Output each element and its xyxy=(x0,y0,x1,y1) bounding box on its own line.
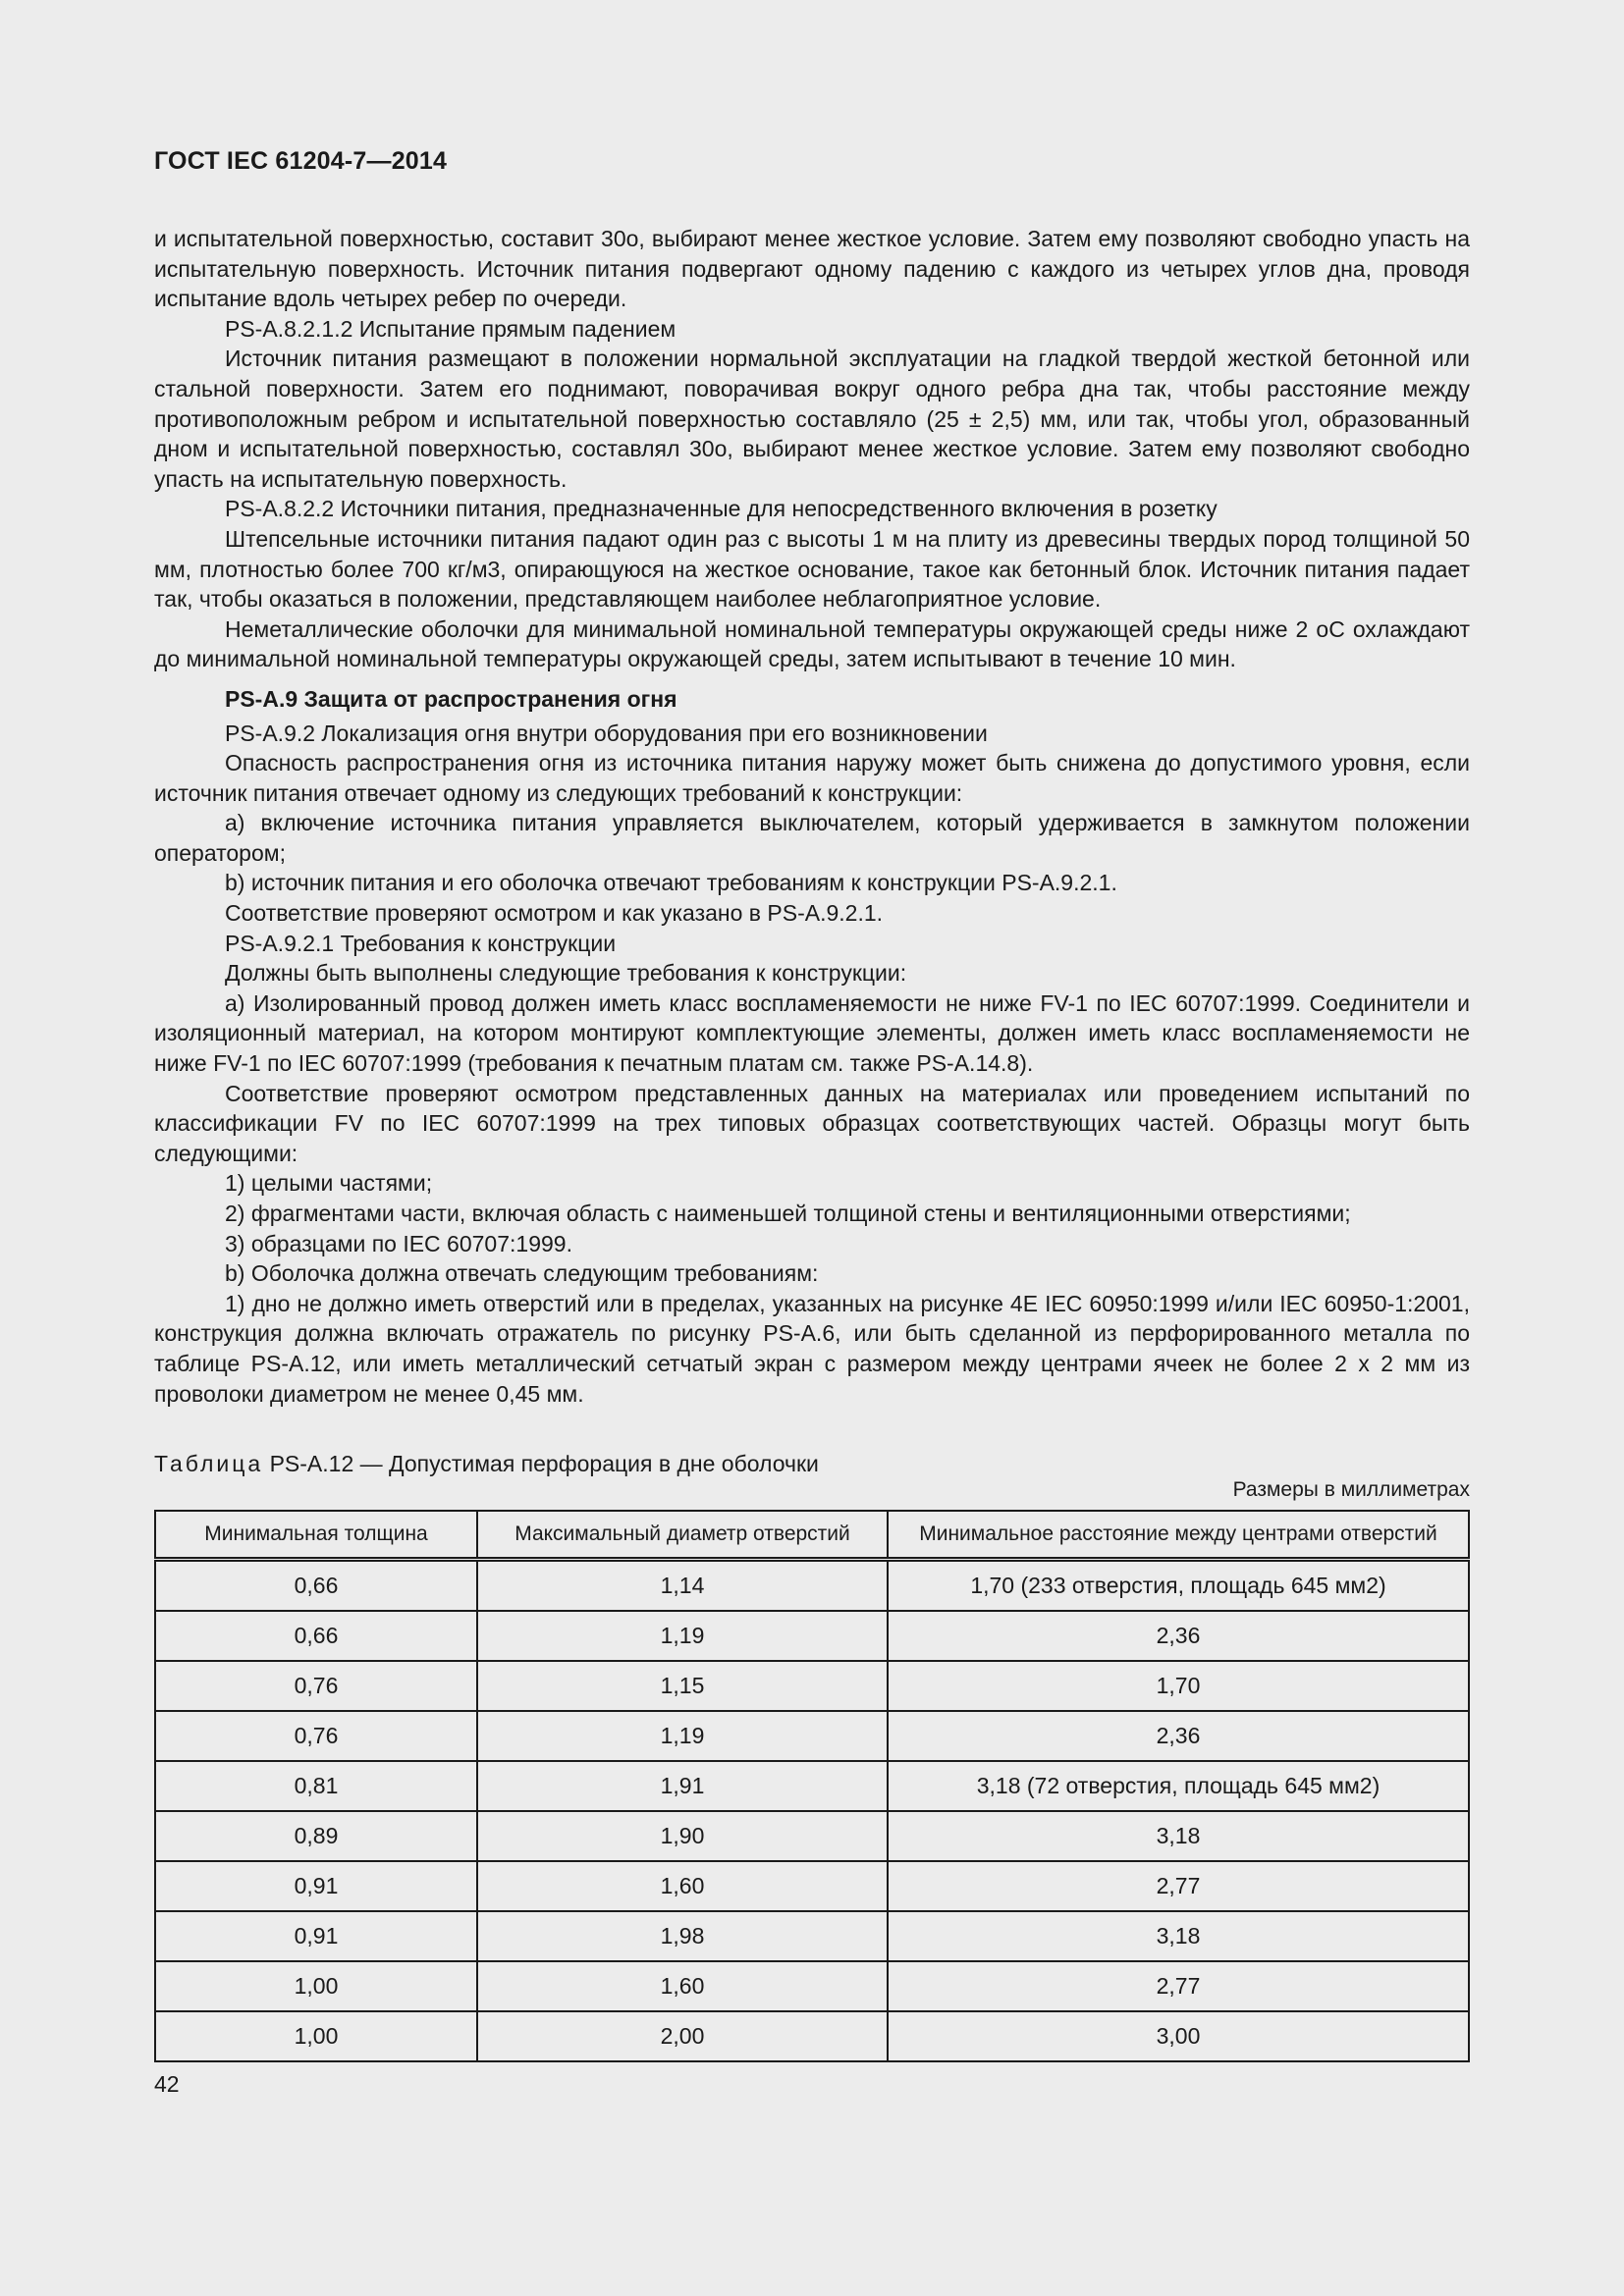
paragraph: Опасность распространения огня из источника питания наружу может быть снижена до допустимого уровня, если источник питания отвечает одному из следующих требований к конструкции: xyxy=(154,750,1470,806)
paragraph: a) Изолированный провод должен иметь класс воспламеняемости не ниже FV-1 по IEC 60707:1999. Соединители и изоляционный материал, на котором монтируют комплектующие элементы, должен иметь класс воспламеняемости не ниже FV-1 по IEC 60707:1999 (требования к печатным платам см. также PS-A.14.8). xyxy=(154,989,1470,1077)
table-cell: 1,00 xyxy=(155,2011,477,2061)
paragraph: и испытательной поверхностью, составит 30о, выбирают менее жесткое условие. Затем ему позволяют свободно упасть на испытательную поверхность. Источник питания подвергают одному падению с каждого из четырех углов дна, проводя испытание вдоль четырех ребер по очереди. xyxy=(154,226,1470,312)
table-row xyxy=(155,1560,1469,1612)
paragraph: 3) образцами по IEC 60707:1999. xyxy=(225,1230,572,1256)
table-cell: 3,18 xyxy=(888,1911,1469,1961)
paragraph: a) включение источника питания управляется выключателем, который удерживается в замкнутом положении оператором; xyxy=(154,810,1470,866)
table-caption-text: PS-A.12 — Допустимая перфорация в дне оболочки xyxy=(269,1451,819,1476)
table-cell: 2,77 xyxy=(888,1961,1469,2011)
document-header: ГОСТ IEC 61204-7—2014 xyxy=(154,147,448,175)
table-row xyxy=(155,1861,1469,1911)
table-cell: 0,76 xyxy=(155,1711,477,1761)
table-cell: 3,18 xyxy=(888,1811,1469,1861)
section-heading: PS-A.9 Защита от распространения огня xyxy=(225,685,677,712)
paragraph: PS-A.8.2.2 Источники питания, предназначенные для непосредственного включения в розетку xyxy=(225,496,1218,522)
paragraph: Источник питания размещают в положении нормальной эксплуатации на гладкой твердой жесткой бетонной или стальной поверхности. Затем его поднимают, поворачивая вокруг одного ребра дна так, чтобы расстояние между противоположным ребром и испытательной поверхностью составляло (25 ± 2,5) мм, или так, чтобы угол, образованный дном и испытательной поверхностью, составлял 30о, выбирают менее жесткое условие. Затем ему позволяют свободно упасть на испытательную поверхность. xyxy=(154,346,1470,492)
table-cell: 1,91 xyxy=(477,1761,888,1811)
table-row xyxy=(155,1811,1469,1861)
paragraph: Должны быть выполнены следующие требования к конструкции: xyxy=(225,960,907,987)
table-cell: 1,19 xyxy=(477,1611,888,1661)
paragraph: PS-A.9.2 Локализация огня внутри оборудования при его возникновении xyxy=(225,720,988,746)
table-cell: 1,19 xyxy=(477,1711,888,1761)
paragraph: b) источник питания и его оболочка отвечают требованиям к конструкции PS-A.9.2.1. xyxy=(225,870,1117,896)
table-caption-label: Таблица xyxy=(154,1451,264,1476)
table-cell: 0,91 xyxy=(155,1861,477,1911)
table-cell: 2,36 xyxy=(888,1711,1469,1761)
table-cell: 1,00 xyxy=(155,1961,477,2011)
table-row xyxy=(155,1961,1469,2011)
table-cell: 0,76 xyxy=(155,1661,477,1711)
paragraph: b) Оболочка должна отвечать следующим требованиям: xyxy=(225,1260,819,1287)
table-row xyxy=(155,1911,1469,1961)
table-cell: 1,70 xyxy=(888,1661,1469,1711)
paragraph: PS-A.9.2.1 Требования к конструкции xyxy=(225,930,617,956)
table-cell: 1,70 (233 отверстия, площадь 645 мм2) xyxy=(888,1560,1469,1612)
table-cell: 0,66 xyxy=(155,1560,477,1612)
table-cell: 1,60 xyxy=(477,1961,888,2011)
table-cell: 3,18 (72 отверстия, площадь 645 мм2) xyxy=(888,1761,1469,1811)
paragraph: Неметаллические оболочки для минимальной номинальной температуры окружающей среды ниже 2 оС охлаждают до минимальной номинальной температуры окружающей среды, затем испытывают в течение 10 мин. xyxy=(154,615,1470,672)
paragraph: 1) целыми частями; xyxy=(225,1170,433,1197)
column-header: Минимальная толщина xyxy=(155,1511,477,1560)
table-cell: 2,77 xyxy=(888,1861,1469,1911)
perforation-table xyxy=(154,1510,1470,2062)
table-units-note: Размеры в миллиметрах xyxy=(1232,1478,1470,1501)
body-text xyxy=(154,224,1470,1409)
paragraph: Соответствие проверяют осмотром и как указано в PS-A.9.2.1. xyxy=(225,900,884,927)
table-cell: 1,98 xyxy=(477,1911,888,1961)
table-cell: 1,14 xyxy=(477,1560,888,1612)
paragraph: Соответствие проверяют осмотром представленных данных на материалах или проведением испытаний по классификации FV по IEC 60707:1999 на трех типовых образцах соответствующих частей. Образцы могут быть следующими: xyxy=(154,1080,1470,1166)
column-header: Минимальное расстояние между центрами отверстий xyxy=(888,1511,1469,1560)
table-cell: 3,00 xyxy=(888,2011,1469,2061)
table-cell: 0,66 xyxy=(155,1611,477,1661)
table-cell: 2,00 xyxy=(477,2011,888,2061)
table-cell: 0,89 xyxy=(155,1811,477,1861)
paragraph: 1) дно не должно иметь отверстий или в пределах, указанных на рисунке 4E IEC 60950:1999 и/или IEC 60950-1:2001, конструкция должна включать отражатель по рисунку PS-A.6, или быть сделанной из перфорированного металла по таблице PS-A.12, или иметь металлический сетчатый экран с размером между центрами ячеек не более 2 х 2 мм из проволоки диаметром не менее 0,45 мм. xyxy=(154,1290,1470,1407)
paragraph: PS-A.8.2.1.2 Испытание прямым падением xyxy=(225,315,677,342)
table-cell: 0,91 xyxy=(155,1911,477,1961)
paragraph: 2) фрагментами части, включая область с наименьшей толщиной стены и вентиляционными отверстиями; xyxy=(225,1201,1351,1226)
paragraph: Штепсельные источники питания падают один раз с высоты 1 м на плиту из древесины твердых пород толщиной 50 мм, плотностью более 700 кг/м3, опирающуюся на жесткое основание, такое как бетонный блок. Источник питания падает так, чтобы оказаться в положении, представляющем наиболее неблагоприятное условие. xyxy=(154,525,1470,613)
table-row xyxy=(155,1611,1469,1661)
table-cell: 2,36 xyxy=(888,1611,1469,1661)
table-cell: 1,15 xyxy=(477,1661,888,1711)
table-row xyxy=(155,1711,1469,1761)
table-cell: 1,90 xyxy=(477,1811,888,1861)
table-caption xyxy=(154,1451,819,1477)
table-row xyxy=(155,1761,1469,1811)
table-body xyxy=(155,1560,1469,2062)
page-number: 42 xyxy=(154,2071,180,2097)
column-header: Максимальный диаметр отверстий xyxy=(477,1511,888,1560)
table-header-row xyxy=(155,1511,1469,1560)
table-row xyxy=(155,2011,1469,2061)
table-cell: 0,81 xyxy=(155,1761,477,1811)
table-row xyxy=(155,1661,1469,1711)
table-cell: 1,60 xyxy=(477,1861,888,1911)
